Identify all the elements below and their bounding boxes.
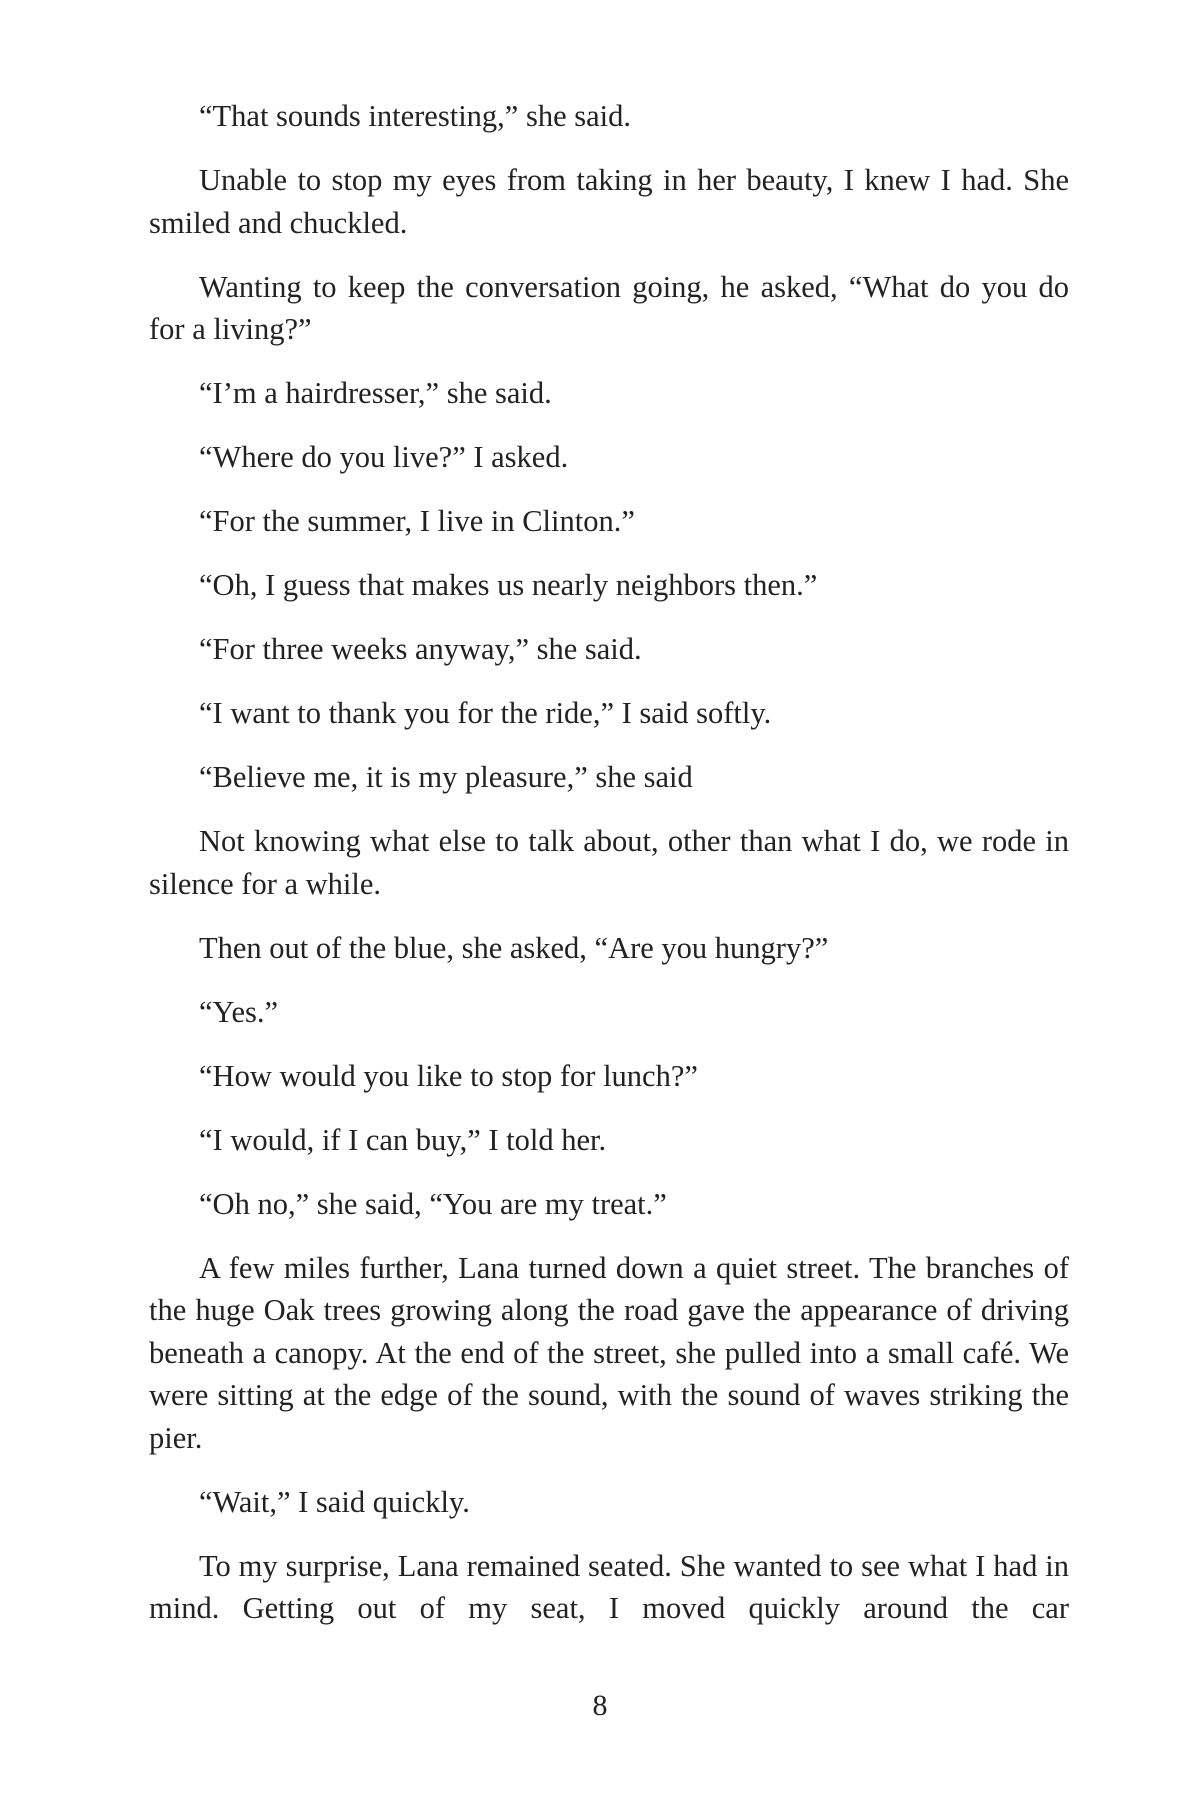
paragraph: “I want to thank you for the ride,” I said softly.	[199, 696, 772, 730]
paragraph: To my surprise, Lana remained seated. She wanted to see what I had in mind. Getting out of my seat, I moved quickly around the car	[149, 1548, 1069, 1625]
paragraph: “Believe me, it is my pleasure,” she said	[199, 760, 693, 794]
paragraph: “For three weeks anyway,” she said.	[199, 632, 642, 666]
paragraph: “I would, if I can buy,” I told her.	[199, 1122, 607, 1157]
paragraph: Then out of the blue, she asked, “Are you hungry?”	[199, 930, 829, 965]
paragraph: “For the summer, I live in Clinton.”	[199, 504, 635, 538]
paragraph: “Yes.”	[199, 994, 279, 1029]
paragraph: “I’m a hairdresser,” she said.	[199, 376, 552, 410]
paragraph: Unable to stop my eyes from taking in her beauty, I knew I had. She smiled and chuckled.	[149, 163, 1069, 240]
paragraph: “Wait,” I said quickly.	[199, 1484, 470, 1519]
paragraph: Not knowing what else to talk about, other than what I do, we rode in silence for a while.	[149, 824, 1069, 901]
paragraph: A few miles further, Lana turned down a quiet street. The branches of the huge Oak trees growing along the road gave the appearance of driving beneath a canopy. At the end of the street, she pulled into a small café. We were sitting at the edge of the sound, with the sound of waves striking the pier.	[149, 1250, 1069, 1455]
page-number: 8	[592, 1689, 608, 1722]
body-text	[149, 95, 1069, 1630]
paragraph: Wanting to keep the conversation going, he asked, “What do you do for a living?”	[149, 269, 1069, 346]
paragraph: “Oh, I guess that makes us nearly neighbors then.”	[199, 568, 818, 602]
paragraph: “That sounds interesting,” she said.	[199, 99, 631, 133]
paragraph: “Oh no,” she said, “You are my treat.”	[199, 1186, 667, 1221]
paragraph: “How would you like to stop for lunch?”	[199, 1058, 698, 1093]
paragraph: “Where do you live?” I asked.	[199, 440, 569, 474]
